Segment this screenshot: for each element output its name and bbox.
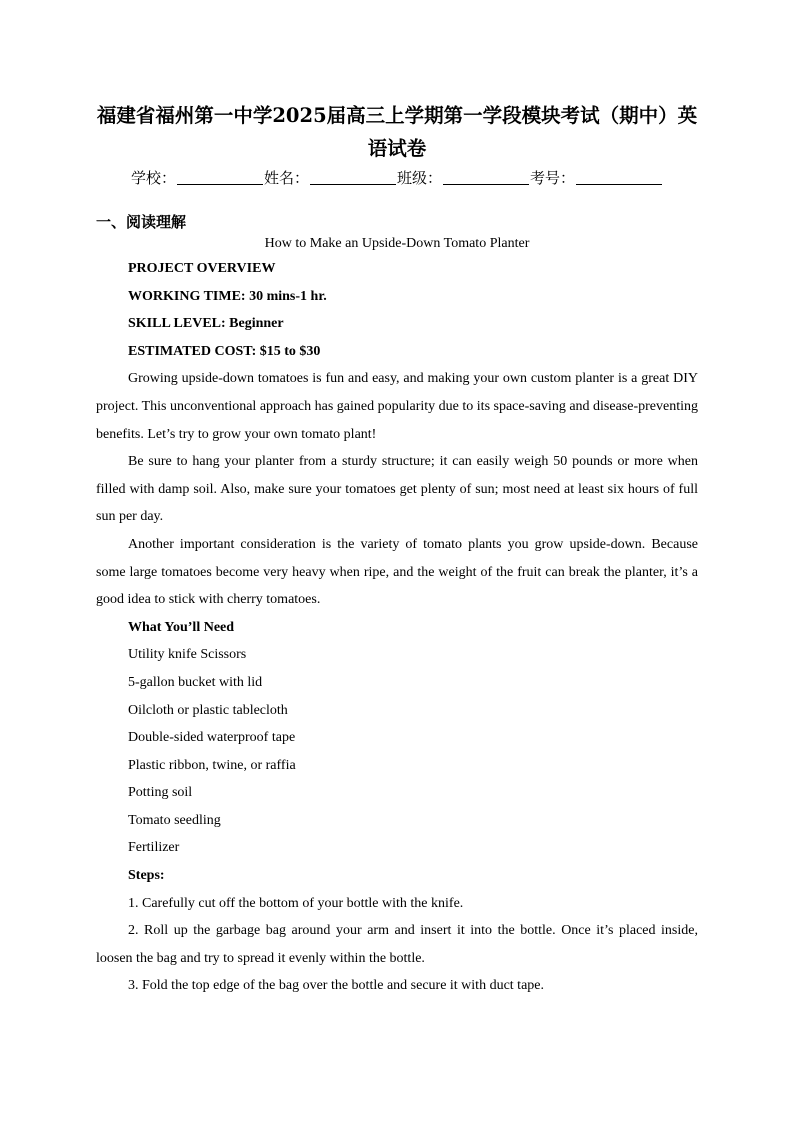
step-item: 2. Roll up the garbage bag around your arm and insert it into the bottle. Once it’s placed inside, loosen the bag and try to spread it evenly within the bottle. [96, 923, 698, 966]
step-item: 1. Carefully cut off the bottom of your bottle with the knife. [128, 895, 464, 911]
overview-heading: PROJECT OVERVIEW [128, 261, 276, 276]
number-label: 考号： [530, 169, 576, 187]
need-item: Plastic ribbon, twine, or raffia [128, 757, 296, 773]
article-title: How to Make an Upside-Down Tomato Planter [264, 236, 530, 251]
need-item: 5-gallon bucket with lid [128, 674, 263, 690]
estimated-cost: ESTIMATED COST: $15 to $30 [128, 343, 321, 359]
name-label: 姓名： [263, 169, 309, 187]
need-item: Utility knife Scissors [128, 647, 247, 663]
steps-heading: Steps: [128, 868, 165, 884]
paragraph: Another important consideration is the variety of tomato plants you grow upside-down. Because some large tomatoes become very heavy when ripe, and the weight of the fruit can break the planter, it’s a good idea to stick with cherry tomatoes. [96, 536, 698, 608]
exam-page [96, 0, 698, 1000]
school-label: 学校： [130, 169, 176, 187]
student-info-row [96, 166, 698, 190]
exam-title: 福建省福州第一中学2025届高三上学期第一学段模块考试（期中）英语试卷 [96, 104, 698, 160]
need-item: Double-sided waterproof tape [128, 730, 296, 746]
need-item: Tomato seedling [128, 812, 221, 828]
number-blank[interactable] [576, 169, 662, 185]
need-item: Oilcloth or plastic tablecloth [128, 702, 288, 718]
step-item: 3. Fold the top edge of the bag over the bottle and secure it with duct tape. [128, 978, 544, 994]
paragraph: Growing upside-down tomatoes is fun and easy, and making your own custom planter is a great DIY project. This unconventional approach has gained popularity due to its space-saving and disease-preventing benefits. Let’s try to grow your own tomato plant! [96, 371, 698, 442]
working-time: WORKING TIME: 30 mins-1 hr. [128, 288, 327, 304]
need-item: Fertilizer [128, 840, 180, 856]
school-blank[interactable] [177, 169, 263, 185]
class-label: 班级： [397, 169, 443, 187]
skill-level: SKILL LEVEL: Beginner [128, 316, 284, 332]
class-blank[interactable] [443, 169, 529, 185]
article [96, 233, 698, 1000]
need-item: Potting soil [128, 785, 193, 801]
need-heading: What You’ll Need [128, 619, 235, 635]
paragraph: Be sure to hang your planter from a sturdy structure; it can easily weigh 50 pounds or more when filled with damp soil. Also, make sure your tomatoes get plenty of sun; most need at least six hours of full sun per day. [96, 454, 698, 525]
section-heading: 一、阅读理解 [96, 213, 187, 231]
name-blank[interactable] [310, 169, 396, 185]
